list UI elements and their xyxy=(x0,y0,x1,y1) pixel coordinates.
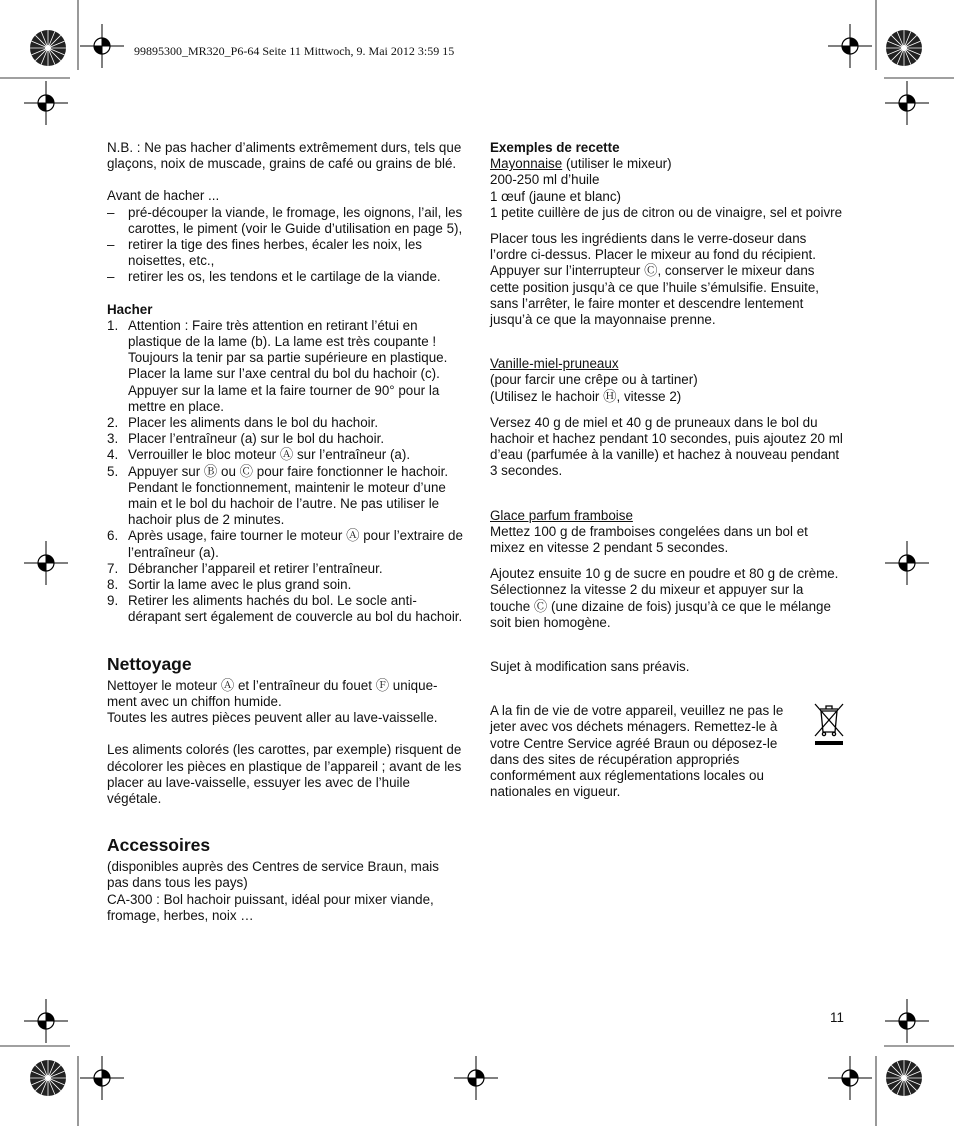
crossed-bin-icon xyxy=(812,701,846,747)
mayo-heading xyxy=(490,156,846,172)
mayo-suffix: (utiliser le mixeur) xyxy=(562,156,672,172)
nettoyage-p3: Les aliments colorés (les carottes, par exemple) risquent de décolorer les pièces en plastique de l’appareil ; avant de les placer au lave-vaisselle, essuyer les avec de l’huile végétale. xyxy=(107,742,462,806)
glace-p2: Ajoutez ensuite 10 g de sucre en poudre et 80 g de crème. Sélectionnez la vitesse 2 du mixeur et appuyer sur la touche Ⓒ (une dizaine de fois) jusqu’à ce que le mélange soit bien homogène. xyxy=(490,566,839,630)
list-item: 6. Après usage, faire tourner le moteur Ⓐ pour l’extraire de l’entraîneur (a). xyxy=(107,528,463,560)
mayo-ingredient: 200-250 ml d’huile xyxy=(490,172,600,188)
exemples-title: Exemples de recette xyxy=(490,140,620,155)
hacher-steps xyxy=(107,318,463,626)
list-item: – retirer les os, les tendons et le cartilage de la viande. xyxy=(107,269,441,285)
list-item: 4. Verrouiller le bloc moteur Ⓐ sur l’entraîneur (a). xyxy=(107,447,411,463)
accessoires-p1: (disponibles auprès des Centres de service Braun, mais pas dans tous les pays) xyxy=(107,859,439,891)
accessoires-title: Accessoires xyxy=(107,835,211,856)
mayo-ingredient: 1 petite cuillère de jus de citron ou de vinaigre, sel et poivre xyxy=(490,204,843,220)
left-column xyxy=(107,140,463,924)
list-item: 8. Sortir la lame avec le plus grand soin. xyxy=(107,577,352,593)
list-item: 1. Attention : Faire très attention en retirant l’étui en plastique de la lame (b). La lame est très coupante ! Toujours la tenir par sa partie supérieure en plastique. Placer la lame sur l’axe central du bol du hachoir (c). Appuyer sur la lame et la faire tourner de 90° pour la mettre en place. xyxy=(107,317,448,414)
avant-heading: Avant de hacher ... xyxy=(107,188,220,204)
list-item: – retirer la tige des fines herbes, écaler les noix, les noisettes, etc., xyxy=(107,237,422,269)
glace-p1: Mettez 100 g de framboises congelées dans un bol et mixez en vitesse 2 pendant 5 secondes. xyxy=(490,523,808,556)
list-item: 3. Placer l’entraîneur (a) sur le bol du hachoir. xyxy=(107,431,385,447)
mayo-name: Mayonnaise xyxy=(490,156,563,172)
glace-name: Glace parfum framboise xyxy=(490,507,633,523)
mayo-method: Placer tous les ingrédients dans le verre-doseur dans l’ordre ci-dessus. Placer le mixeur au fond du récipient. Appuyer sur l’interrupteur Ⓒ, conserver le mixeur dans cette position jusqu’à ce que l’huile s’émulsifie. Ensuite, sans l’arrêter, le faire monter et descendre lentement jusqu’à ce que la mayonnaise prenne. xyxy=(490,231,819,328)
print-header: 99895300_MR320_P6-64 Seite 11 Mittwoch, 9. Mai 2012 3:59 15 xyxy=(134,44,455,58)
list-item: 2. Placer les aliments dans le bol du hachoir. xyxy=(107,415,379,431)
list-item: – pré-découper la viande, le fromage, les oignons, l’ail, les carottes, le piment (voir le Guide d’utilisation en page 5), xyxy=(107,204,463,236)
vanille-method: Versez 40 g de miel et 40 g de pruneaux dans le bol du hachoir et hachez pendant 10 secondes, puis ajoutez 20 ml d’eau (parfumée à la vanille) et hachez à nouveau pendant 3 secondes. xyxy=(490,414,843,479)
hacher-title: Hacher xyxy=(107,301,153,317)
right-column xyxy=(490,140,846,801)
list-item: 9. Retirer les aliments hachés du bol. Le socle anti-dérapant sert également de couvercle au bol du hachoir. xyxy=(107,593,463,625)
list-item: 7. Débrancher l’appareil et retirer l’entraîneur. xyxy=(107,560,383,576)
nettoyage-title: Nettoyage xyxy=(107,653,192,674)
sujet-note: Sujet à modification sans préavis. xyxy=(490,659,690,675)
vanille-line: (Utilisez le hachoir Ⓗ, vitesse 2) xyxy=(490,388,682,404)
disposal-block xyxy=(490,703,846,800)
vanille-line: (pour farcir une crêpe ou à tartiner) xyxy=(490,372,698,388)
mayo-ingredient: 1 œuf (jaune et blanc) xyxy=(490,188,621,204)
list-item: 5. Appuyer sur Ⓑ ou Ⓒ pour faire fonctionner le hachoir. Pendant le fonctionnement, maintenir le moteur d’une main et le bol du hachoir de l’autre. Ne pas utiliser le hachoir plus de 2 minutes. xyxy=(107,463,449,528)
vanille-name: Vanille-miel-pruneaux xyxy=(490,356,619,372)
nettoyage-p1: Nettoyer le moteur Ⓐ et l’entraîneur du fouet Ⓕ unique-ment avec un chiffon humide. xyxy=(107,677,438,709)
nb-note: N.B. : Ne pas hacher d’aliments extrêmement durs, tels que glaçons, noix de muscade, grains de café ou grains de blé. xyxy=(107,140,462,172)
accessoires-p2: CA-300 : Bol hachoir puissant, idéal pour mixer viande, fromage, herbes, noix … xyxy=(107,891,434,923)
avant-list xyxy=(107,205,463,286)
disposal-text: A la fin de vie de votre appareil, veuillez ne pas le jeter avec vos déchets ménagers. Remettez-le à votre Centre Service agréé Braun ou déposez-le dans des sites de récupération appropriés conformément aux réglementations locales ou nationales en vigueur. xyxy=(490,703,784,800)
nettoyage-p2: Toutes les autres pièces peuvent aller au lave-vaisselle. xyxy=(107,710,438,726)
page-number: 11 xyxy=(830,1010,844,1025)
